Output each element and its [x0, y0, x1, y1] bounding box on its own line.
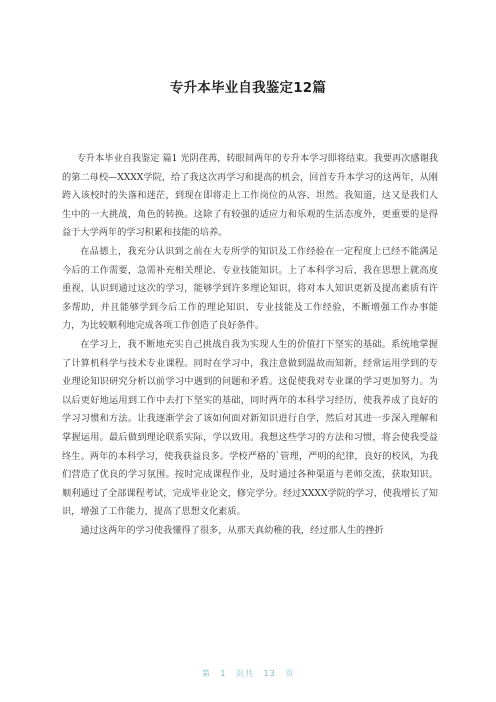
paragraph: 专升本毕业自我鉴定 篇1 光阴荏苒，转眼间两年的专升本学习即将结束。我要再次感谢我的第二母校—XXXX学院，给了我这次再学习和提高的机会，回首专升本学习的这两年，从刚跨入该校时的失落和迷茫，到现在即将走上工作岗位的从容、坦然。我知道，这又是我们人生中的一大挑战，角色的转换。这除了有较强的适应力和乐观的生活态度外，更重要的是得益于大学两年的学习积累和技能的培养。	[62, 153, 438, 239]
paragraph: 通过这两年的学习使我懂得了很多，从那天真幼稚的我，经过那人生的挫折	[80, 524, 384, 536]
footer-page-suffix: 页	[285, 669, 295, 678]
page-footer	[0, 668, 496, 679]
document-body	[62, 150, 438, 540]
footer-page-prefix: 第	[201, 669, 211, 678]
footer-total-pages: 13	[263, 669, 276, 678]
paragraph: 在学习上，我不断地充实自己挑战自我为实现人生的价值打下坚实的基础。系统地掌握了计算机科学与技术专业课程。同时在学习中，我注意做到温故而知新，经常运用学到的专业理论知识研究分析以前学习中遇到的问题和矛盾。这促使我对专业课的学习更加努力。为以后更好地运用到工作中去打下坚实的基础，同时两年的本科学习经历，使我养成了良好的学习习惯和方法。让我逐渐学会了该如何面对新知识进行自学，然后对其进一步深入理解和掌握运用。最后做到理论联系实际，学以致用。我想这些学习的方法和习惯，将会使我受益终生。两年的本科学习，使我获益良多。学校严格的`管理，严明的纪律，良好的校风，为我们营造了优良的学习氛围。按时完成课程作业，及时通过各种渠道与老师交流，获取知识。顺利通过了全部课程考试，完成毕业论文，修完学分。经过XXXX学院的学习，使我增长了知识，增强了工作能力，提高了思想文化素质。	[62, 338, 438, 518]
paragraph: 在品德上，我充分认识到之前在大专所学的知识及工作经验在一定程度上已经不能满足今后的工作需要，急需补充相关理论、专业技能知识。上了本科学习后，我在思想上就高度重视，认识到通过这次的学习，能够学到许多理论知识，将对本人知识更新及提高素质有许多帮助，并且能够学到今后工作的理论知识、专业技能及工作经验，不断增强工作办事能力，为比较顺利地完成各项工作创造了良好条件。	[62, 245, 438, 332]
document-title: 专升本毕业自我鉴定12篇	[169, 80, 327, 96]
footer-page-of: 页共	[235, 669, 254, 678]
footer-page-number: 1	[220, 669, 227, 678]
